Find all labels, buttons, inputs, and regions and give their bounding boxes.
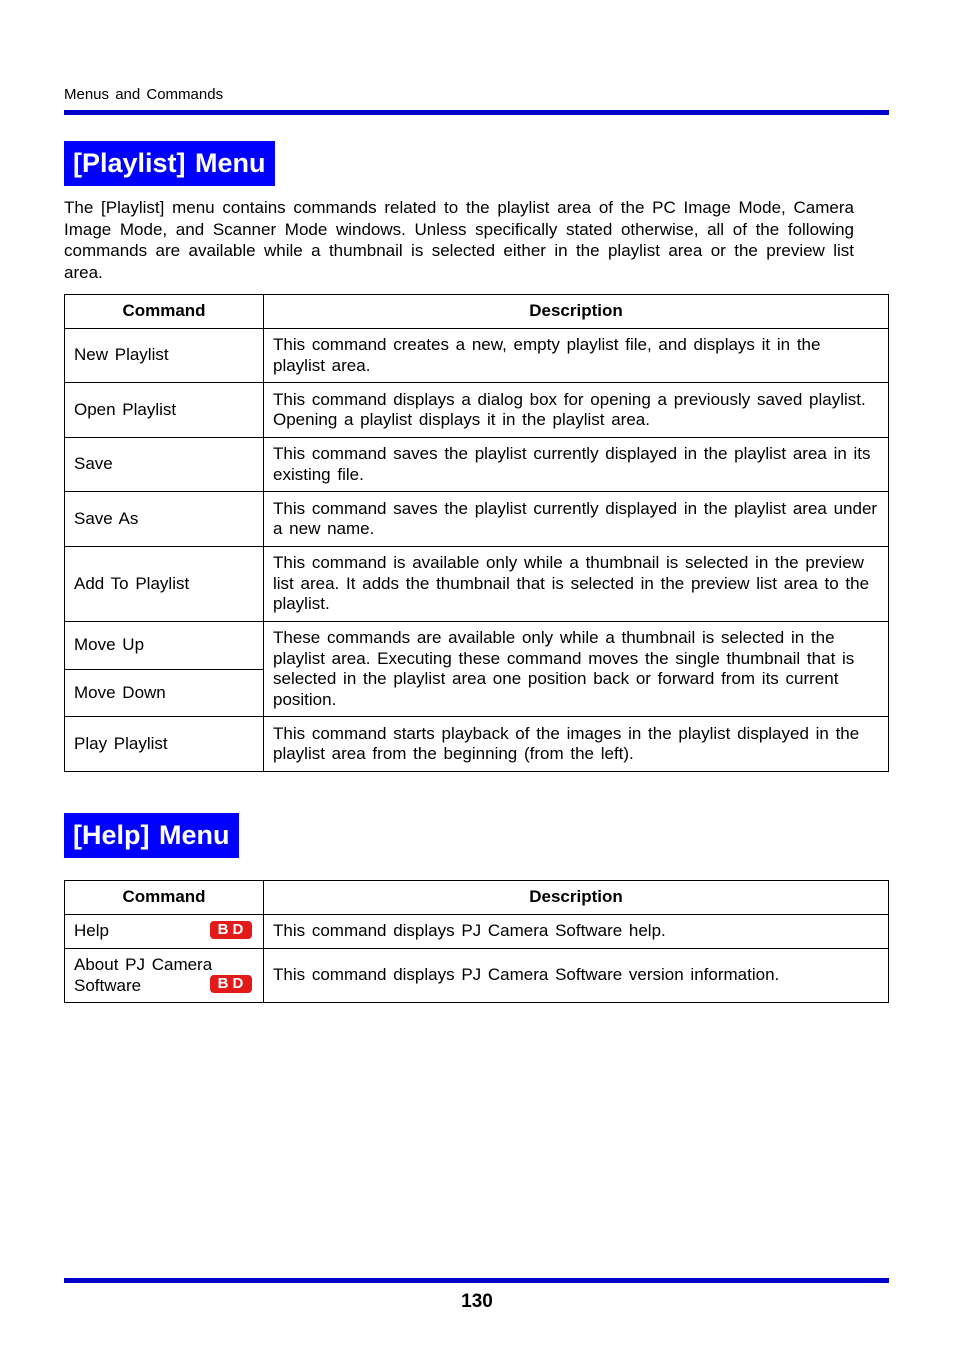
command-open-playlist: Open Playlist: [65, 383, 264, 438]
command-save-as: Save As: [65, 492, 264, 547]
bd-badge-icon: BD: [210, 975, 252, 993]
description-play-playlist: This command starts playback of the images in the playlist displayed in the playlist area from the beginning (from the left).: [264, 717, 889, 772]
bd-badge-icon: BD: [210, 921, 252, 939]
table-row: [65, 622, 889, 670]
command-play-playlist: Play Playlist: [65, 717, 264, 772]
description-about-pj-camera-software: This command displays PJ Camera Software version information.: [264, 949, 889, 1003]
command-save: Save: [65, 438, 264, 492]
description-save: This command saves the playlist currently displayed in the playlist area in its existing file.: [264, 438, 889, 492]
command-add-to-playlist: Add To Playlist: [65, 547, 264, 622]
table-row: [65, 329, 889, 383]
page-number: 130: [461, 1291, 493, 1312]
table-row: [65, 915, 889, 949]
table-header-row: [65, 881, 889, 915]
command-move-down: Move Down: [65, 670, 264, 717]
help-command-table: [64, 880, 889, 1003]
column-header-command: Command: [65, 295, 264, 329]
table-row: [65, 717, 889, 772]
help-menu-heading: [Help] Menu: [64, 813, 239, 858]
column-header-command: Command: [65, 881, 264, 915]
description-save-as: This command saves the playlist currently displayed in the playlist area under a new name.: [264, 492, 889, 547]
column-header-description: Description: [264, 881, 889, 915]
command-help: Help: [74, 921, 109, 941]
description-help: This command displays PJ Camera Software help.: [264, 915, 889, 949]
playlist-intro-paragraph: The [Playlist] menu contains commands related to the playlist area of the PC Image Mode, Camera Image Mode, and Scanner Mode windows. Unless specifically stated otherwise, all of the following commands are available while a thumbnail is selected either in the playlist area or the preview list area.: [64, 198, 854, 282]
playlist-command-table: [64, 294, 889, 772]
table-row: [65, 383, 889, 438]
table-header-row: [65, 295, 889, 329]
command-about-cell: [65, 949, 264, 1003]
description-new-playlist: This command creates a new, empty playlist file, and displays it in the playlist area.: [264, 329, 889, 383]
footer-rule: [64, 1278, 889, 1283]
playlist-menu-heading: [Playlist] Menu: [64, 141, 275, 186]
command-help-cell: [65, 915, 264, 949]
command-new-playlist: New Playlist: [65, 329, 264, 383]
table-row: [65, 492, 889, 547]
column-header-description: Description: [264, 295, 889, 329]
description-move-up-down: These commands are available only while a thumbnail is selected in the playlist area. Executing these command moves the single thumbnail that is selected in the playlist area one position back or forward from its current position.: [264, 622, 889, 717]
table-row: [65, 949, 889, 1003]
running-header: Menus and Commands: [64, 86, 224, 103]
description-add-to-playlist: This command is available only while a thumbnail is selected in the preview list area. It adds the thumbnail that is selected in the preview list area to the playlist.: [264, 547, 889, 622]
header-rule: [64, 110, 889, 115]
table-row: [65, 438, 889, 492]
description-open-playlist: This command displays a dialog box for opening a previously saved playlist. Opening a playlist displays it in the playlist area.: [264, 383, 889, 438]
command-about-pj-camera-software: About PJ Camera Software: [74, 955, 213, 995]
command-move-up: Move Up: [65, 622, 264, 670]
table-row: [65, 547, 889, 622]
